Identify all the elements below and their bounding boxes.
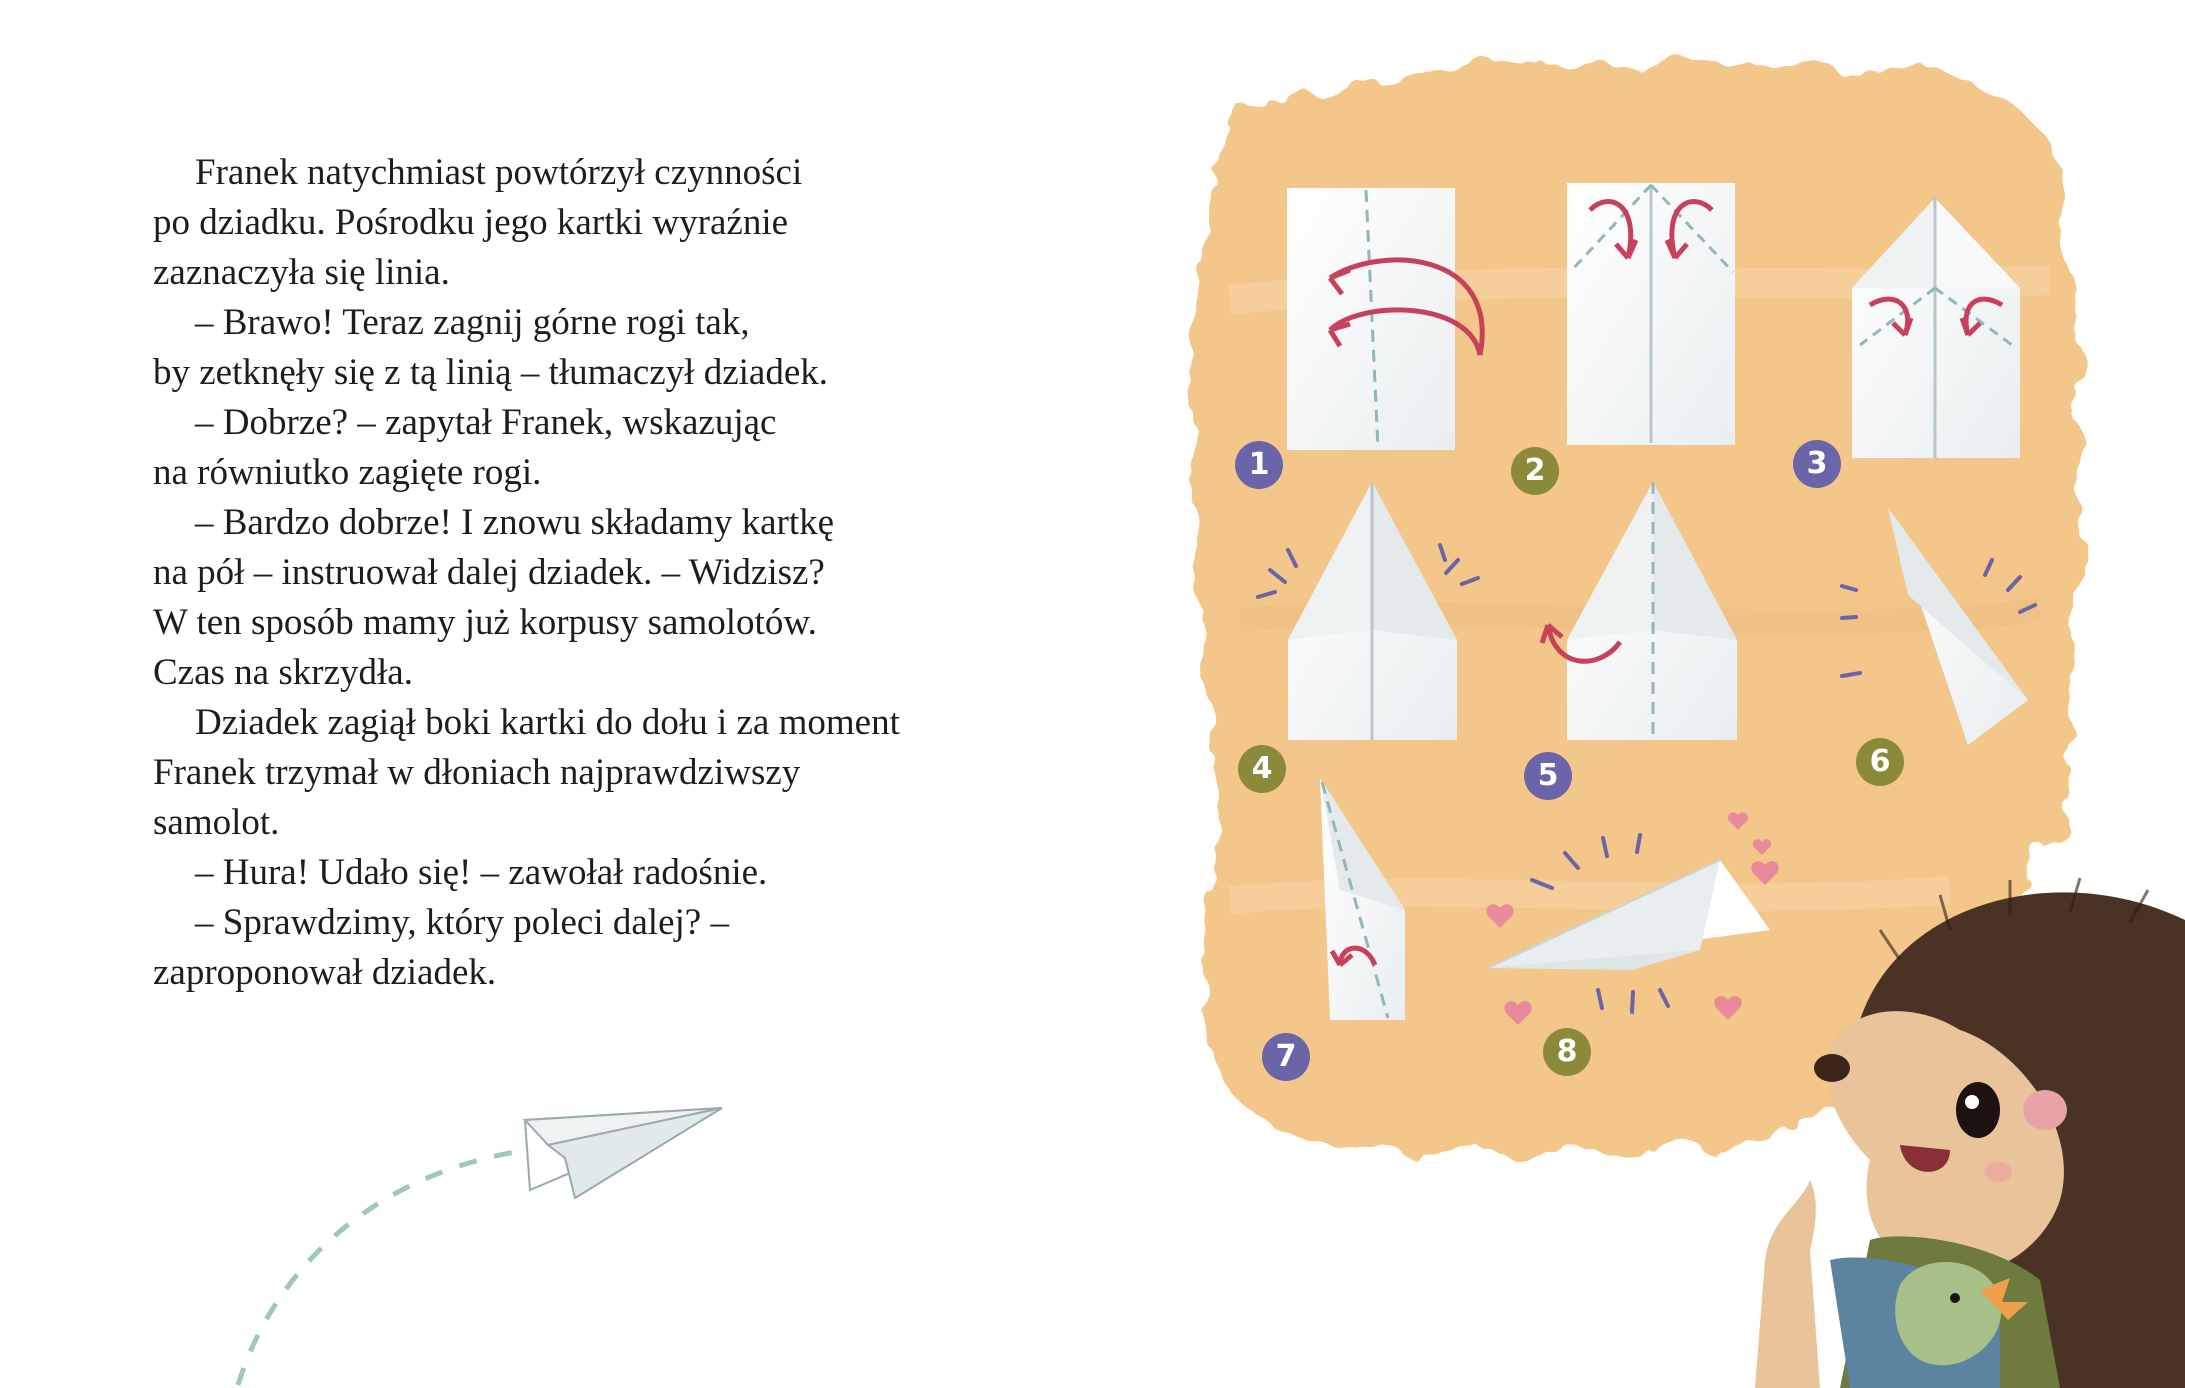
step-2-diagram xyxy=(1567,183,1735,445)
story-line: samolot. xyxy=(153,802,280,843)
story-line: Franek natychmiast powtórzył czynności xyxy=(195,152,803,193)
story-line: – Dobrze? – zapytał Franek, wskazując xyxy=(195,402,777,443)
step-badge-4: 4 xyxy=(1238,745,1286,793)
story-line: W ten sposób mamy już korpusy samolotów. xyxy=(153,602,817,643)
story-line: – Bardzo dobrze! I znowu składamy kartkę xyxy=(195,502,835,543)
step-badge-3: 3 xyxy=(1793,440,1841,488)
story-line: – Sprawdzimy, który poleci dalej? – xyxy=(195,902,729,943)
story-line: Czas na skrzydła. xyxy=(153,652,413,693)
story-line: na pół – instruował dalej dziadek. – Widzisz? xyxy=(153,552,825,593)
story-line: na równiutko zagięte rogi. xyxy=(153,452,542,493)
eye xyxy=(1956,1082,2000,1138)
paper-plane-icon xyxy=(525,1108,722,1198)
story-line: zaproponował dziadek. xyxy=(153,952,497,993)
story-line: zaznaczyła się linia. xyxy=(153,252,450,293)
step-badge-2: 2 xyxy=(1511,447,1559,495)
flight-path xyxy=(238,1152,515,1385)
story-line: po dziadku. Pośrodku jego kartki wyraźnie xyxy=(153,202,789,243)
step-badge-8: 8 xyxy=(1543,1028,1591,1076)
hand xyxy=(1755,1180,1820,1388)
step-badge-5: 5 xyxy=(1524,752,1572,800)
step-badge-6: 6 xyxy=(1856,738,1904,786)
step-badge-7: 7 xyxy=(1262,1033,1310,1081)
step-1-diagram xyxy=(1287,188,1482,450)
nose xyxy=(1814,1054,1850,1082)
story-line: – Brawo! Teraz zagnij górne rogi tak, xyxy=(195,302,750,343)
step-badge-1: 1 xyxy=(1235,441,1283,489)
story-line: Dziadek zagiął boki kartki do dołu i za moment xyxy=(195,702,900,743)
story-line: Franek trzymał w dłoniach najprawdziwszy xyxy=(153,752,801,793)
ear xyxy=(2023,1090,2067,1130)
story-line: – Hura! Udało się! – zawołał radośnie. xyxy=(195,852,768,893)
story-line: by zetknęły się z tą linią – tłumaczył dziadek. xyxy=(153,352,828,393)
